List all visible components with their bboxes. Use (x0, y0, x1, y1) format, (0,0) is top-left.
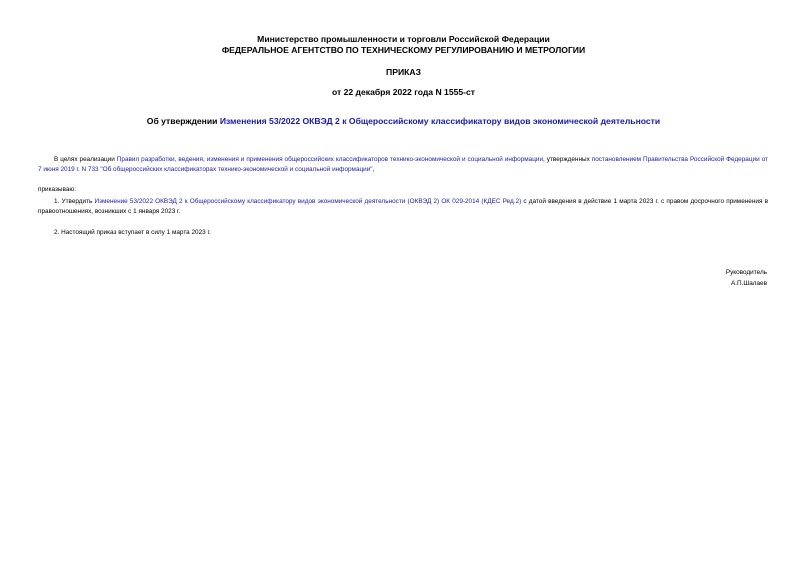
signatory-title: Руководитель (725, 269, 767, 276)
ministry-name: Министерство промышленности и торговли Российской Федерации (257, 34, 550, 44)
document-type: ПРИКАЗ (386, 67, 421, 77)
agency-name: ФЕДЕРАЛЬНОЕ АГЕНТСТВО ПО ТЕХНИЧЕСКОМУ РЕГУЛИРОВАНИЮ И МЕТРОЛОГИИ (221, 45, 586, 55)
intro-text-3: , (372, 165, 375, 173)
document-subject (0, 116, 807, 126)
document-date-number: от 22 декабря 2022 года N 1555-ст (331, 87, 476, 97)
order-item-2: 2. Настоящий приказ вступает в силу 1 марта 2023 г. (54, 229, 211, 236)
subject-prefix: Об утверждении (146, 116, 220, 126)
rules-link[interactable]: Правил разработки, ведения, изменения и применения общероссийских классификаторов технико-экономической и социальной информации (116, 156, 544, 163)
intro-paragraph (38, 155, 768, 174)
item1-text-2: с датой введения в действие 1 марта 2023 г. с правом досрочного применения в правоотношениях, возникших с 1 января 2023 г. (38, 198, 768, 215)
signatory-name: А.П.Шалаев (730, 280, 767, 287)
item1-text-1: 1. Утвердить (54, 198, 95, 205)
intro-text-2: , утвержденных (543, 156, 592, 163)
subject-link[interactable]: Изменения 53/2022 ОКВЭД 2 к Общероссийскому классификатору видов экономической деятельности (219, 116, 661, 126)
government-resolution-link[interactable]: постановлением Правительства Российской Федерации от 7 июня 2019 г. N 733 "Об общероссийских классификаторах технико-экономической и социальной информации" (38, 156, 768, 173)
intro-text-1: В целях реализации (54, 156, 117, 163)
order-word: приказываю: (38, 186, 76, 193)
okved-change-link[interactable]: Изменение 53/2022 ОКВЭД 2 к Общероссийскому классификатору видов экономической деятельности (ОКВЭД 2) ОК 029-2014 (КДЕС Ред.2) (94, 198, 522, 205)
order-item-1 (38, 197, 768, 216)
